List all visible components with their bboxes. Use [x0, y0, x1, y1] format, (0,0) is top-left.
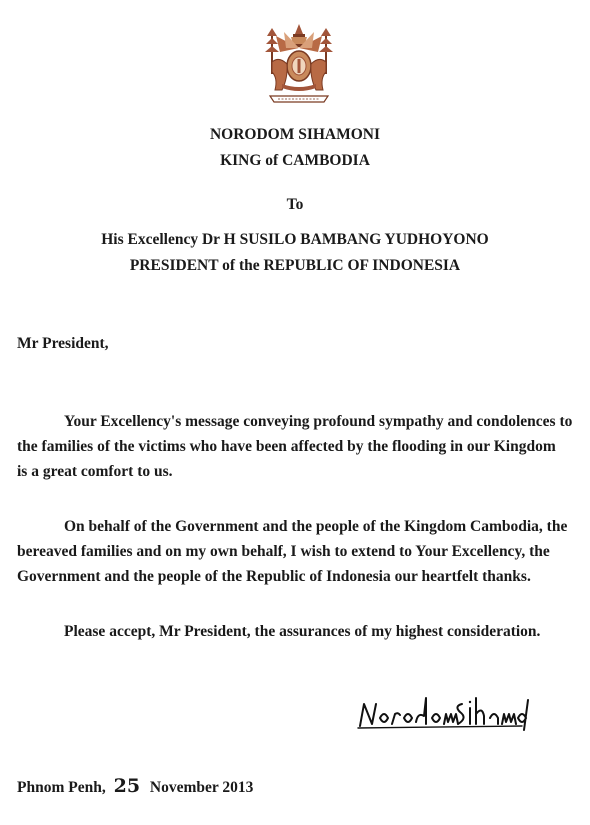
dateline-day: 25: [113, 775, 141, 797]
paragraph-line: On behalf of the Government and the people of the Kingdom Cambodia, the: [64, 518, 568, 535]
paragraph-line: the families of the victims who have been affected by the flooding in our Kingdom: [17, 438, 556, 455]
royal-crest-icon: [262, 22, 336, 106]
closing-paragraph: [17, 619, 577, 644]
sender-name: NORODOM SIHAMONI: [209, 126, 381, 143]
recipient-title: PRESIDENT of the REPUBLIC OF INDONESIA: [129, 257, 461, 274]
paragraph-line: bereaved families and on my own behalf, I wish to extend to Your Excellency, the: [17, 543, 550, 560]
salutation: Mr President,: [17, 335, 109, 352]
to-label: To: [286, 196, 304, 213]
paragraph-line: is a great comfort to us.: [17, 463, 173, 480]
closing-line: Please accept, Mr President, the assurances of my highest consideration.: [64, 623, 541, 640]
handwritten-signature: [356, 696, 532, 732]
dateline-place: Phnom Penh,: [17, 779, 106, 796]
dateline-month-year: November 2013: [149, 779, 254, 796]
paragraph-line: Your Excellency's message conveying profound sympathy and condolences to: [64, 413, 573, 430]
body-paragraph-1: [17, 409, 577, 484]
body-paragraph-2: [17, 514, 577, 589]
recipient-name: His Excellency Dr H SUSILO BAMBANG YUDHOYONO: [101, 231, 489, 248]
sender-title: KING of CAMBODIA: [220, 152, 370, 169]
paragraph-line: Government and the people of the Republic of Indonesia our heartfelt thanks.: [17, 568, 531, 585]
dateline: [17, 775, 253, 797]
